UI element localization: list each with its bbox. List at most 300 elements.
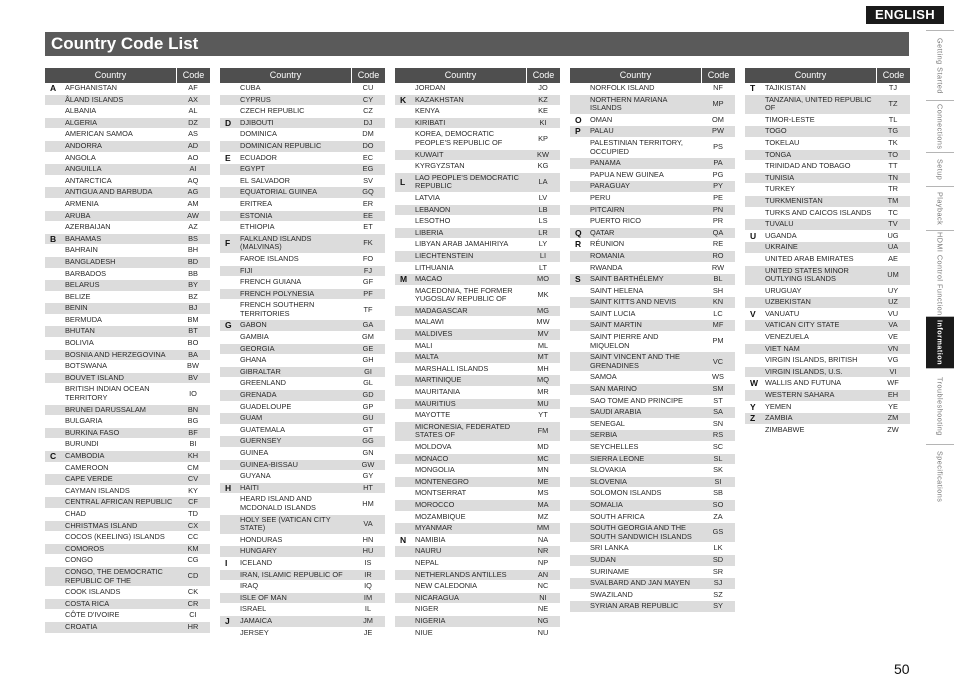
country-code: NC: [537, 581, 549, 591]
country-code: AE: [888, 253, 898, 263]
country-code: MP: [712, 98, 724, 108]
country-code: BO: [187, 338, 199, 348]
table-row: [570, 601, 735, 613]
country-name: SLOVAKIA: [590, 465, 627, 475]
country-name: TAJIKISTAN: [765, 83, 806, 92]
country-code: DO: [362, 140, 374, 150]
country-name: MONTSERRAT: [415, 488, 467, 498]
table-row: [395, 286, 560, 306]
country-name: ANGUILLA: [65, 164, 102, 174]
country-name: ICELAND: [240, 557, 273, 567]
table-row: [395, 341, 560, 353]
table-row: [220, 129, 385, 141]
country-code: BV: [188, 372, 198, 382]
country-code: KP: [538, 133, 548, 143]
table-row: [570, 500, 735, 512]
side-tab-specifications[interactable]: [926, 444, 954, 508]
table-row: [570, 95, 735, 115]
country-name: ANTIGUA AND BARBUDA: [65, 187, 153, 197]
table-row: [45, 555, 210, 567]
table-row: [745, 115, 910, 127]
table-row: [570, 251, 735, 263]
table-row: [220, 153, 385, 165]
country-name: GABON: [240, 320, 267, 330]
country-name: ESTONIA: [240, 210, 273, 220]
table-row: [395, 364, 560, 376]
country-code: SI: [714, 476, 722, 486]
table-row: [220, 425, 385, 437]
country-code: IL: [364, 604, 372, 614]
table-row: [45, 83, 210, 95]
country-code: JM: [363, 615, 373, 625]
country-code: PA: [713, 158, 723, 168]
table-row: [745, 150, 910, 162]
country-name: GUERNSEY: [240, 436, 282, 446]
table-row: [220, 344, 385, 356]
country-code: ZW: [887, 424, 899, 434]
table-row: [45, 176, 210, 188]
country-code: HT: [363, 482, 373, 492]
country-name: FAROE ISLANDS: [240, 253, 299, 263]
country-name: CHAD: [65, 508, 86, 518]
country-name: RÉUNION: [590, 239, 625, 249]
country-name: CÔTE D'IVOIRE: [65, 610, 120, 620]
table-row: [45, 95, 210, 107]
table-row: [745, 286, 910, 298]
table-row: [570, 430, 735, 442]
country-code: BH: [187, 245, 199, 255]
country-name: BURKINA FASO: [65, 427, 120, 437]
country-code: GE: [362, 343, 374, 353]
country-name: UZBEKISTAN: [765, 297, 811, 307]
country-code: LA: [538, 177, 548, 187]
country-code: TM: [887, 195, 899, 205]
table-row: [220, 141, 385, 153]
table-row: [45, 292, 210, 304]
table-row: [570, 216, 735, 228]
table-row: [395, 500, 560, 512]
country-code: PG: [712, 169, 724, 179]
index-letter: P: [575, 126, 581, 137]
table-row: [220, 616, 385, 628]
table-row: [45, 141, 210, 153]
table-row: [395, 477, 560, 489]
country-code: AQ: [187, 175, 199, 185]
table-row: [220, 448, 385, 460]
index-letter: W: [750, 378, 759, 389]
country-code: TD: [188, 508, 198, 518]
table-row: [745, 266, 910, 286]
country-code: LI: [539, 250, 547, 260]
country-code: MM: [536, 523, 550, 533]
country-code: GY: [362, 471, 374, 481]
table-row: [570, 578, 735, 590]
table-row: [220, 176, 385, 188]
country-code: GW: [361, 459, 375, 469]
country-name: MICRONESIA, FEDERATED STATES OF: [415, 421, 511, 440]
country-name: CUBA: [240, 83, 261, 92]
country-code: JE: [363, 627, 373, 637]
country-name: JORDAN: [415, 83, 446, 92]
table-row: [395, 95, 560, 107]
table-row: [220, 390, 385, 402]
table-row: [220, 199, 385, 211]
side-tab-label: Specifications: [935, 450, 945, 503]
country-code: AN: [537, 569, 549, 579]
country-name: MALDIVES: [415, 329, 453, 339]
index-letter: G: [225, 320, 232, 331]
country-name: ANGOLA: [65, 152, 96, 162]
country-name: SYRIAN ARAB REPUBLIC: [590, 601, 679, 611]
country-name: SAINT LUCIA: [590, 308, 636, 318]
table-row: [570, 419, 735, 431]
country-code: ET: [363, 222, 373, 232]
country-name: PALESTINIAN TERRITORY, OCCUPIED: [590, 137, 683, 156]
table-row: [745, 297, 910, 309]
table-row: [570, 523, 735, 543]
country-code: VU: [887, 308, 899, 318]
country-name: TIMOR-LESTE: [765, 114, 815, 124]
table-row: [220, 118, 385, 130]
index-letter: S: [575, 274, 581, 285]
side-tab-playback[interactable]: [926, 186, 954, 230]
table-row: [395, 129, 560, 149]
table-row: [570, 407, 735, 419]
index-letter: B: [50, 233, 57, 244]
country-code: CY: [362, 94, 374, 104]
country-code: EG: [362, 164, 374, 174]
country-code: AI: [189, 164, 197, 174]
side-tab-setup[interactable]: [926, 152, 954, 186]
table-row: [745, 196, 910, 208]
table-row: [220, 471, 385, 483]
country-name: SURINAME: [590, 566, 630, 576]
country-code: KG: [537, 161, 549, 171]
country-name: KAZAKHSTAN: [415, 94, 464, 104]
country-name: LEBANON: [415, 204, 451, 214]
country-name: VIRGIN ISLANDS, BRITISH: [765, 355, 858, 365]
country-code: AS: [188, 129, 198, 139]
country-code: LC: [713, 308, 723, 318]
table-row: [395, 570, 560, 582]
country-code: AM: [187, 198, 199, 208]
table-row: [220, 515, 385, 535]
country-code: VC: [712, 356, 724, 366]
table-row: [570, 567, 735, 579]
country-code: PY: [713, 181, 723, 191]
country-code: BJ: [188, 303, 198, 313]
table-row: [45, 280, 210, 292]
table-row: [45, 269, 210, 281]
country-code: MO: [537, 274, 549, 284]
country-code: NU: [537, 627, 549, 637]
country-table-column-4: [570, 68, 735, 613]
country-name: LIECHTENSTEIN: [415, 250, 474, 260]
country-name: ISRAEL: [240, 604, 267, 614]
index-letter: Y: [750, 401, 756, 412]
table-row: [220, 402, 385, 414]
table-row: [395, 488, 560, 500]
country-name: COSTA RICA: [65, 598, 110, 608]
country-name: NORFOLK ISLAND: [590, 83, 655, 92]
country-code: BD: [187, 256, 199, 266]
country-code: MC: [537, 453, 549, 463]
country-code: GM: [362, 332, 374, 342]
country-code: SV: [363, 175, 373, 185]
table-row: [395, 581, 560, 593]
country-name: DOMINICAN REPUBLIC: [240, 140, 322, 150]
country-code: AX: [188, 94, 198, 104]
country-name: CAPE VERDE: [65, 474, 113, 484]
country-code: DZ: [188, 117, 198, 127]
side-tab-troubleshooting[interactable]: [926, 368, 954, 444]
side-tab-connections[interactable]: [926, 100, 954, 152]
index-letter: E: [225, 152, 231, 163]
table-row: [395, 239, 560, 251]
table-body: [395, 83, 560, 639]
country-name: NIGER: [415, 604, 439, 614]
country-name: KIRIBATI: [415, 117, 446, 127]
table-row: [220, 367, 385, 379]
table-row: [45, 428, 210, 440]
country-code: GQ: [362, 187, 374, 197]
country-code: AO: [187, 152, 199, 162]
country-name: AMERICAN SAMOA: [65, 129, 133, 139]
country-name: ÅLAND ISLANDS: [65, 94, 124, 104]
country-name: SWAZILAND: [590, 589, 633, 599]
page-number: 50: [894, 661, 910, 675]
country-name: TUNISIA: [765, 172, 795, 182]
country-code: NP: [537, 557, 549, 567]
header-country: Country: [269, 70, 302, 80]
country-table-column-2: [220, 68, 385, 639]
country-code: BW: [187, 361, 199, 371]
country-name: ARUBA: [65, 210, 91, 220]
country-code: SN: [712, 418, 724, 428]
table-row: [45, 451, 210, 463]
country-name: BERMUDA: [65, 314, 102, 324]
country-code: EC: [362, 152, 374, 162]
side-tab-hdmi-control-function[interactable]: [926, 230, 954, 316]
country-code: HU: [362, 546, 374, 556]
side-tab-information[interactable]: [926, 316, 954, 368]
table-row: [395, 546, 560, 558]
country-name: CHRISTMAS ISLAND: [65, 520, 138, 530]
table-header: [395, 68, 560, 83]
country-code: IM: [363, 592, 373, 602]
index-letter: C: [50, 451, 57, 461]
country-code: OM: [712, 114, 724, 124]
table-row: [45, 544, 210, 556]
table-row: [45, 257, 210, 269]
country-code: TT: [888, 161, 898, 171]
country-name: PERU: [590, 192, 611, 202]
table-row: [570, 181, 735, 193]
country-code: ER: [362, 198, 374, 208]
country-code: VN: [887, 343, 899, 353]
table-row: [220, 546, 385, 558]
header-country: Country: [444, 70, 477, 80]
table-row: [395, 150, 560, 162]
table-row: [45, 497, 210, 509]
table-row: [220, 320, 385, 332]
table-row: [570, 205, 735, 217]
side-tab-label: Information: [935, 319, 945, 366]
country-name: MONACO: [415, 453, 449, 463]
country-name: COOK ISLANDS: [65, 587, 121, 597]
country-name: VENEZUELA: [765, 332, 809, 342]
country-name: LESOTHO: [415, 216, 451, 226]
table-row: [220, 95, 385, 107]
country-name: NAMIBIA: [415, 534, 446, 544]
table-row: [570, 477, 735, 489]
table-row: [570, 384, 735, 396]
country-name: SAINT VINCENT AND THE GRENADINES: [590, 352, 680, 370]
table-row: [220, 436, 385, 448]
side-tab-label: Getting Started: [935, 37, 945, 94]
index-letter: I: [225, 557, 228, 568]
country-name: SOUTH GEORGIA AND THE SOUTH SANDWICH ISLANDS: [590, 523, 692, 541]
country-name: SOLOMON ISLANDS: [590, 488, 662, 498]
country-code: MG: [537, 305, 549, 315]
index-letter: U: [750, 230, 757, 241]
country-name: GUINEA-BISSAU: [240, 459, 298, 469]
country-code: GP: [362, 401, 374, 411]
country-code: YE: [888, 401, 898, 411]
country-code: FM: [537, 426, 549, 436]
country-code: MF: [712, 320, 724, 330]
table-row: [570, 352, 735, 372]
table-row: [45, 486, 210, 498]
country-code: QA: [712, 227, 724, 237]
country-name: WALLIS AND FUTUNA: [765, 378, 842, 388]
country-code: AD: [187, 140, 199, 150]
country-name: FIJI: [240, 265, 253, 275]
country-code: HN: [362, 534, 374, 544]
country-code: KM: [187, 543, 199, 553]
country-name: DJIBOUTI: [240, 117, 274, 127]
table-row: [220, 106, 385, 118]
country-code: GT: [362, 424, 374, 434]
country-code: TO: [887, 149, 899, 159]
table-row: [395, 306, 560, 318]
country-table-column-3: [395, 68, 560, 639]
table-row: [45, 622, 210, 634]
table-row: [395, 118, 560, 130]
country-name: HAITI: [240, 482, 259, 492]
country-code: GL: [363, 378, 373, 388]
country-code: PR: [712, 216, 724, 226]
country-code: HR: [187, 621, 199, 631]
language-badge: ENGLISH: [866, 6, 944, 24]
index-letter: J: [225, 615, 230, 626]
table-row: [45, 521, 210, 533]
table-row: [220, 593, 385, 605]
table-row: [395, 399, 560, 411]
country-name: SERBIA: [590, 430, 618, 440]
country-name: MALI: [415, 340, 433, 350]
country-code: CC: [187, 532, 199, 542]
country-name: CYPRUS: [240, 94, 271, 104]
country-code: KY: [188, 485, 198, 495]
country-code: IQ: [364, 581, 372, 591]
table-row: [395, 161, 560, 173]
country-code: PN: [712, 204, 724, 214]
table-row: [220, 494, 385, 514]
country-code: SM: [712, 384, 724, 394]
country-code: WS: [712, 372, 724, 382]
table-row: [45, 474, 210, 486]
country-name: GUADELOUPE: [240, 401, 292, 411]
table-row: [220, 289, 385, 301]
table-row: [220, 266, 385, 278]
country-name: FRENCH POLYNESIA: [240, 288, 315, 298]
country-name: SAINT PIERRE AND MIQUELON: [590, 332, 659, 350]
table-row: [395, 352, 560, 364]
country-name: SAO TOME AND PRINCIPE: [590, 395, 683, 405]
country-code: HM: [362, 498, 374, 508]
table-row: [220, 460, 385, 472]
country-name: NETHERLANDS ANTILLES: [415, 569, 507, 579]
country-name: SOUTH AFRICA: [590, 511, 645, 521]
country-code: BS: [188, 233, 198, 243]
country-name: MOZAMBIQUE: [415, 511, 466, 521]
country-code: TN: [888, 172, 898, 182]
table-row: [745, 320, 910, 332]
table-body: [45, 83, 210, 634]
side-tab-getting-started[interactable]: [926, 30, 954, 100]
table-row: [745, 332, 910, 344]
table-row: [745, 219, 910, 231]
table-row: [570, 158, 735, 170]
country-name: BANGLADESH: [65, 256, 116, 266]
table-row: [45, 384, 210, 404]
country-name: AZERBAIJAN: [65, 222, 111, 232]
country-code: TG: [887, 126, 899, 136]
country-name: MARTINIQUE: [415, 375, 462, 385]
country-name: HOLY SEE (VATICAN CITY STATE): [240, 514, 331, 533]
table-row: [570, 126, 735, 138]
country-name: YEMEN: [765, 401, 792, 411]
table-row: [45, 587, 210, 599]
table-row: [45, 405, 210, 417]
country-name: SIERRA LEONE: [590, 453, 645, 463]
country-name: NIGERIA: [415, 615, 446, 625]
table-row: [45, 509, 210, 521]
country-code: UG: [887, 230, 899, 240]
table-row: [220, 164, 385, 176]
table-row: [45, 416, 210, 428]
country-name: MACEDONIA, THE FORMER YUGOSLAV REPUBLIC OF: [415, 285, 513, 304]
country-name: FALKLAND ISLANDS (MALVINAS): [240, 233, 312, 252]
country-code: DM: [362, 129, 374, 139]
country-code: VA: [888, 320, 898, 330]
country-name: SENEGAL: [590, 418, 625, 428]
country-name: OMAN: [590, 114, 613, 124]
index-letter: A: [50, 83, 57, 93]
index-letter: Z: [750, 413, 756, 424]
country-name: SLOVENIA: [590, 476, 627, 486]
table-row: [570, 396, 735, 408]
table-row: [395, 205, 560, 217]
country-name: HONDURAS: [240, 534, 283, 544]
table-row: [395, 387, 560, 399]
table-row: [570, 442, 735, 454]
table-row: [45, 610, 210, 622]
country-name: MONTENEGRO: [415, 476, 469, 486]
country-name: TONGA: [765, 149, 792, 159]
header-code: Code: [876, 68, 910, 83]
